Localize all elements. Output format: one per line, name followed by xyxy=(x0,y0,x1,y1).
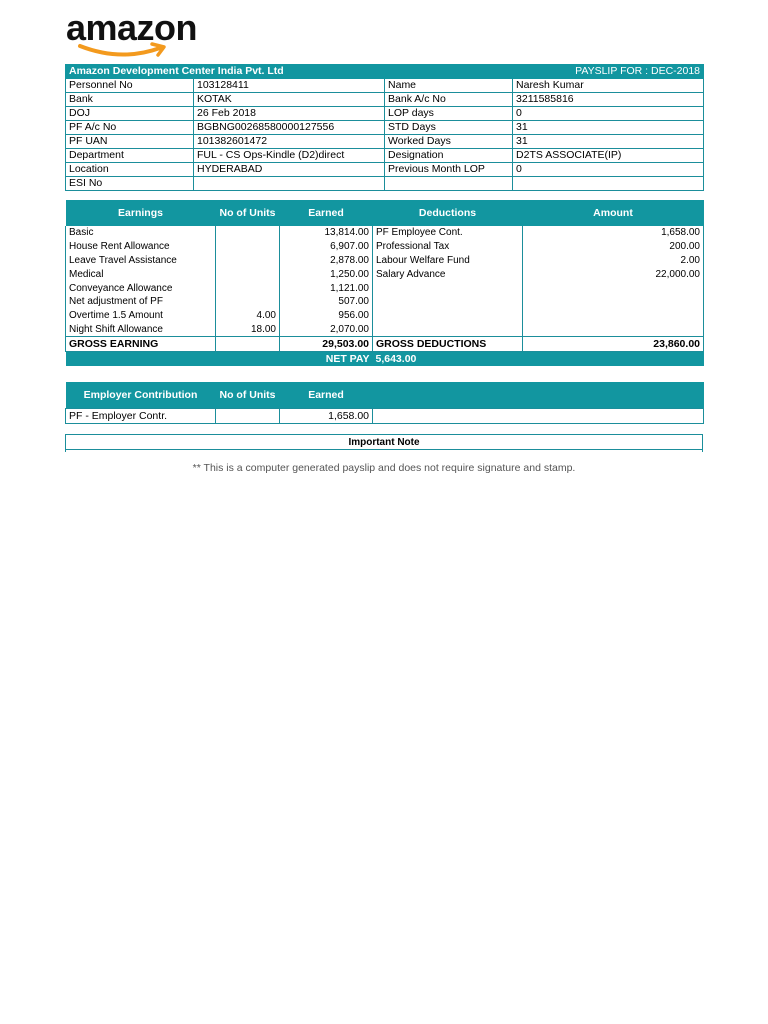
earnings-row xyxy=(66,309,704,323)
field-value: 3211585816 xyxy=(513,93,704,107)
field-label: Designation xyxy=(385,149,513,163)
gross-deductions-value: 23,860.00 xyxy=(523,337,704,352)
units-header: No of Units xyxy=(216,200,280,226)
earning-amount: 956.00 xyxy=(280,309,373,323)
earning-amount: 13,814.00 xyxy=(280,226,373,240)
earnings-row xyxy=(66,323,704,337)
earning-name: Leave Travel Assistance xyxy=(66,254,216,268)
deduction-name: PF Employee Cont. xyxy=(373,226,523,240)
earning-units xyxy=(216,226,280,240)
deduction-name xyxy=(373,281,523,295)
earning-units: 18.00 xyxy=(216,323,280,337)
field-value: 31 xyxy=(513,135,704,149)
field-value: BGBNG00268580000127556 xyxy=(194,121,385,135)
earnings-row xyxy=(66,281,704,295)
employer-earned-header: Earned xyxy=(280,382,373,409)
earning-amount: 1,250.00 xyxy=(280,267,373,281)
field-label: Location xyxy=(66,163,194,177)
earnings-row xyxy=(66,267,704,281)
employer-row-label: PF - Employer Contr. xyxy=(66,409,216,424)
net-pay-label: NET PAY xyxy=(280,352,373,367)
field-value: KOTAK xyxy=(194,93,385,107)
payslip-period: PAYSLIP FOR : DEC-2018 xyxy=(385,65,704,79)
field-label xyxy=(385,177,513,191)
amount-header: Amount xyxy=(523,200,704,226)
field-value: FUL - CS Ops-Kindle (D2)direct xyxy=(194,149,385,163)
earning-amount: 6,907.00 xyxy=(280,240,373,254)
earnings-header-row xyxy=(66,200,704,226)
field-label: PF A/c No xyxy=(66,121,194,135)
gross-earning-value: 29,503.00 xyxy=(280,337,373,352)
employer-contribution-header: Employer Contribution xyxy=(66,382,216,409)
earning-name: Conveyance Allowance xyxy=(66,281,216,295)
field-value xyxy=(513,177,704,191)
field-label: Name xyxy=(385,79,513,93)
field-label: DOJ xyxy=(66,107,194,121)
field-value: D2TS ASSOCIATE(IP) xyxy=(513,149,704,163)
note-title-row xyxy=(66,435,703,450)
deduction-amount xyxy=(523,281,704,295)
field-label: Bank xyxy=(66,93,194,107)
earning-amount: 507.00 xyxy=(280,295,373,309)
employer-row-units xyxy=(216,409,280,424)
logo-text: amazon xyxy=(66,7,198,48)
field-value: 31 xyxy=(513,121,704,135)
earnings-deductions-table xyxy=(65,200,704,366)
info-row xyxy=(66,79,704,93)
important-note-table xyxy=(65,434,703,452)
gross-earning-label: GROSS EARNING xyxy=(66,337,216,352)
field-value: 101382601472 xyxy=(194,135,385,149)
deduction-amount xyxy=(523,323,704,337)
employer-contribution-table xyxy=(65,382,704,424)
net-pay-value: 5,643.00 xyxy=(373,352,523,367)
earned-header: Earned xyxy=(280,200,373,226)
smile-arrow-icon xyxy=(76,42,176,60)
earning-name: Basic xyxy=(66,226,216,240)
info-header-row xyxy=(66,65,704,79)
footer-disclaimer: ** This is a computer generated payslip and does not require signature and stamp. xyxy=(192,462,576,474)
employee-info-table xyxy=(65,64,704,191)
info-row xyxy=(66,107,704,121)
field-label: Previous Month LOP xyxy=(385,163,513,177)
info-row xyxy=(66,93,704,107)
deduction-name xyxy=(373,295,523,309)
amazon-logo xyxy=(66,8,226,60)
earnings-row xyxy=(66,226,704,240)
earning-name: House Rent Allowance xyxy=(66,240,216,254)
deductions-header: Deductions xyxy=(373,200,523,226)
deduction-name: Labour Welfare Fund xyxy=(373,254,523,268)
earning-amount: 1,121.00 xyxy=(280,281,373,295)
employer-row-earned: 1,658.00 xyxy=(280,409,373,424)
field-label: Bank A/c No xyxy=(385,93,513,107)
earnings-row xyxy=(66,240,704,254)
earnings-row xyxy=(66,295,704,309)
gross-deductions-label: GROSS DEDUCTIONS xyxy=(373,337,523,352)
deduction-amount: 1,658.00 xyxy=(523,226,704,240)
earning-name: Night Shift Allowance xyxy=(66,323,216,337)
gross-row xyxy=(66,337,704,352)
earnings-row xyxy=(66,254,704,268)
field-label: Personnel No xyxy=(66,79,194,93)
field-value: 0 xyxy=(513,107,704,121)
info-row xyxy=(66,149,704,163)
info-row xyxy=(66,135,704,149)
field-label: ESI No xyxy=(66,177,194,191)
field-label: Worked Days xyxy=(385,135,513,149)
field-value: 103128411 xyxy=(194,79,385,93)
deduction-amount: 200.00 xyxy=(523,240,704,254)
net-pay-row xyxy=(66,352,704,367)
field-value: Naresh Kumar xyxy=(513,79,704,93)
field-value: 26 Feb 2018 xyxy=(194,107,385,121)
earning-units xyxy=(216,254,280,268)
info-row xyxy=(66,177,704,191)
deduction-name: Salary Advance xyxy=(373,267,523,281)
deduction-name: Professional Tax xyxy=(373,240,523,254)
earning-amount: 2,878.00 xyxy=(280,254,373,268)
earnings-header: Earnings xyxy=(66,200,216,226)
info-row xyxy=(66,121,704,135)
earning-name: Net adjustment of PF xyxy=(66,295,216,309)
earning-name: Medical xyxy=(66,267,216,281)
field-value: 0 xyxy=(513,163,704,177)
employer-row xyxy=(66,409,704,424)
important-note-title: Important Note xyxy=(66,435,703,450)
deduction-amount: 2.00 xyxy=(523,254,704,268)
deduction-amount: 22,000.00 xyxy=(523,267,704,281)
field-label: PF UAN xyxy=(66,135,194,149)
deduction-amount xyxy=(523,309,704,323)
employer-units-header: No of Units xyxy=(216,382,280,409)
field-value: HYDERABAD xyxy=(194,163,385,177)
employer-header-row xyxy=(66,382,704,409)
field-label: Department xyxy=(66,149,194,163)
earning-units xyxy=(216,240,280,254)
field-value xyxy=(194,177,385,191)
earning-name: Overtime 1.5 Amount xyxy=(66,309,216,323)
earning-units xyxy=(216,281,280,295)
earning-units: 4.00 xyxy=(216,309,280,323)
earning-amount: 2,070.00 xyxy=(280,323,373,337)
deduction-name xyxy=(373,309,523,323)
field-label: LOP days xyxy=(385,107,513,121)
field-label: STD Days xyxy=(385,121,513,135)
info-row xyxy=(66,163,704,177)
deduction-name xyxy=(373,323,523,337)
deduction-amount xyxy=(523,295,704,309)
earning-units xyxy=(216,295,280,309)
earning-units xyxy=(216,267,280,281)
company-name: Amazon Development Center India Pvt. Ltd xyxy=(66,65,385,79)
